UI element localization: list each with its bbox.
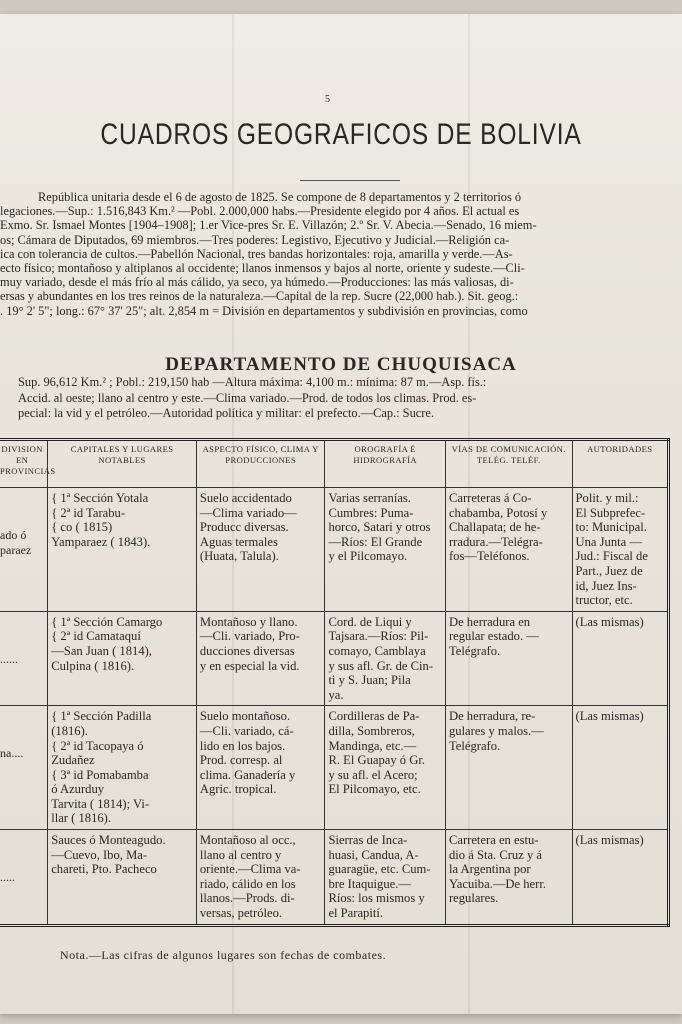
cell-line: id, Juez Ins- bbox=[575, 578, 637, 593]
cell-line: tructor, etc. bbox=[575, 593, 633, 608]
cell-line: { 1ª Sección Yotala bbox=[51, 491, 149, 505]
cell-line: { 2ª id Tarabu- bbox=[51, 505, 126, 520]
cell-line: chabamba, Potosí y bbox=[448, 505, 548, 520]
cell-authorities bbox=[572, 488, 668, 612]
cell-line: Ríos: los mismos y bbox=[328, 891, 425, 906]
province-name: ...... bbox=[0, 651, 18, 666]
cell-line: (Huata, Talula). bbox=[199, 549, 279, 564]
intro-line: Exmo. Sr. Ismael Montes [1904–1908]; 1.er Vice-pres Sr. E. Villazón; 2.º Sr. V. Abecia.—Senado, 16 miem- bbox=[0, 218, 537, 233]
cell-line: Tarvita ( 1814); Vi- bbox=[51, 796, 150, 811]
cell-line: gulares y malos.— bbox=[448, 723, 544, 738]
cell-line: ducciones diversas bbox=[199, 643, 295, 658]
department-summary bbox=[18, 375, 658, 422]
cell-line: Producc diversas. bbox=[199, 520, 289, 535]
cell-line: Challapata; de he- bbox=[448, 520, 541, 535]
cell-line: Cumbres: Puma- bbox=[328, 505, 414, 520]
cell-line: R. El Guapay ó Gr. bbox=[328, 753, 425, 768]
cell-orography bbox=[325, 706, 446, 830]
department-line: pecial: la vid y el petróleo.—Autoridad política y militar: el prefecto.—Cap.: Sucre. bbox=[18, 406, 434, 420]
cell-line: Sierras de Inca- bbox=[328, 833, 408, 848]
cell-line: Agric. tropical. bbox=[199, 782, 277, 797]
cell-line: (Las mismas) bbox=[575, 833, 644, 848]
cell-line: Prod. corresp. al bbox=[199, 753, 283, 768]
cell-capitals bbox=[48, 488, 197, 612]
intro-line: . 19° 2' 5"; long.: 67° 37' 25"; alt. 2,854 m = División en departamentos y subdivisión en provincias, como bbox=[0, 303, 528, 318]
cell-line: chareti, Pto. Pacheco bbox=[51, 862, 157, 877]
cell-line: { co ( 1815) bbox=[51, 520, 113, 535]
cell-orography bbox=[325, 830, 446, 926]
cell-line: Yamparaez ( 1843). bbox=[51, 534, 151, 549]
cell-line: { 1ª Sección Padilla bbox=[51, 709, 152, 724]
cell-orography bbox=[325, 488, 446, 612]
page-number: 5 bbox=[325, 94, 330, 105]
cell-line: —Cli. variado, Pro- bbox=[199, 629, 300, 644]
cell-line: regulares. bbox=[448, 891, 499, 906]
table-header-row bbox=[0, 440, 669, 488]
cell-aspect bbox=[196, 830, 325, 926]
intro-line: ecto físico; montañoso y altiplanos al occidente; llanos inmensos y bajos al norte, oriente y sudeste.—Cli- bbox=[0, 261, 525, 276]
cell-aspect bbox=[196, 706, 325, 830]
cell-line: Telégrafo. bbox=[448, 643, 501, 658]
province-name: na.... bbox=[0, 746, 24, 761]
cell-authorities bbox=[572, 706, 668, 830]
cell-line: —Cli. variado, cá- bbox=[199, 723, 294, 738]
cell-province bbox=[0, 706, 48, 830]
cell-line: rradura.—Telégra- bbox=[448, 534, 543, 549]
cell-line: { 3ª id Pomabamba bbox=[51, 767, 149, 782]
header-orography: OROGRAFÍA É HIDROGRAFÍA bbox=[325, 440, 446, 488]
footnote: Nota.—Las cifras de algunos lugares son fechas de combates. bbox=[60, 948, 387, 962]
cell-line: y sus afl. Gr. de Cin- bbox=[328, 658, 434, 673]
cell-routes bbox=[445, 488, 572, 612]
cell-line: El Pilcomayo, etc. bbox=[328, 782, 421, 797]
page-title: CUADROS GEOGRAFICOS DE BOLIVIA bbox=[100, 118, 582, 151]
cell-line: Varias serranías. bbox=[328, 491, 411, 505]
cell-line: dilla, Sombreros, bbox=[328, 723, 415, 738]
cell-line: El Subprefec- bbox=[575, 505, 646, 520]
cell-line: { 2ª id Camataquí bbox=[51, 629, 141, 644]
cell-line: guaragüe, etc. Cum- bbox=[328, 862, 431, 877]
cell-line: Carreteras á Co- bbox=[448, 491, 532, 505]
intro-paragraph bbox=[0, 190, 682, 318]
cell-routes bbox=[445, 706, 572, 830]
province-name: ado ó paraez bbox=[0, 528, 32, 557]
title-rule bbox=[300, 180, 400, 181]
table-row bbox=[0, 830, 669, 926]
cell-line: Polit. y mil.: bbox=[575, 491, 639, 505]
cell-line: (1816). bbox=[51, 723, 88, 738]
cell-province bbox=[0, 830, 48, 926]
header-aspect: ASPECTO FÍSICO, CLIMA Y PRODUCCIONES bbox=[196, 440, 325, 488]
cell-routes bbox=[445, 830, 572, 926]
cell-line: Montañoso al occ., bbox=[199, 833, 296, 848]
cell-line: Zudañez bbox=[51, 753, 95, 768]
department-title: DEPARTAMENTO DE CHUQUISACA bbox=[165, 354, 517, 375]
cell-line: { 2ª id Tacopaya ó bbox=[51, 738, 144, 753]
cell-line: oriente.—Clima va- bbox=[199, 862, 301, 877]
header-routes: VÍAS DE COMUNICACIÓN. TELÉG. TELÉF. bbox=[445, 440, 572, 488]
cell-line: (Las mismas) bbox=[575, 709, 644, 724]
cell-line: —Ríos: El Grande bbox=[328, 534, 423, 549]
cell-authorities bbox=[572, 830, 668, 926]
cell-line: la Argentina por bbox=[448, 862, 531, 877]
cell-province bbox=[0, 488, 48, 612]
cell-authorities bbox=[572, 611, 668, 706]
cell-line: Tajsara.—Ríos: Pil- bbox=[328, 629, 429, 644]
cell-line: Aguas termales bbox=[199, 534, 278, 549]
cell-line: ya. bbox=[328, 687, 344, 702]
province-name: ..... bbox=[0, 870, 15, 885]
cell-line: llano al centro y bbox=[199, 847, 282, 862]
cell-line: Cordilleras de Pa- bbox=[328, 709, 420, 724]
cell-province bbox=[0, 611, 48, 706]
cell-line: Culpina ( 1816). bbox=[51, 658, 135, 673]
cell-line: y el Pilcomayo. bbox=[328, 549, 408, 564]
table-row bbox=[0, 611, 669, 706]
cell-line: Yacuiba.—De herr. bbox=[448, 876, 546, 891]
cell-line: Cord. de Liqui y bbox=[328, 614, 412, 629]
cell-line: y su afl. el Acero; bbox=[328, 767, 418, 782]
cell-line: Sauces ó Monteagudo. bbox=[51, 833, 166, 848]
header-capitals: CAPITALES Y LUGARES NOTABLES bbox=[48, 440, 197, 488]
cell-line: dio á Sta. Cruz y á bbox=[448, 847, 543, 862]
table-row bbox=[0, 706, 669, 830]
cell-line: clima. Ganadería y bbox=[199, 767, 296, 782]
cell-capitals bbox=[48, 830, 197, 926]
cell-line: Suelo montañoso. bbox=[199, 709, 291, 724]
cell-line: to: Municipal. bbox=[575, 520, 647, 535]
cell-line: fos—Teléfonos. bbox=[448, 549, 530, 564]
department-line: Accid. al oeste; llano al centro y este.—Clima variado.—Prod. de todos los climas. Prod. es- bbox=[18, 390, 477, 405]
cell-line: —Clima variado— bbox=[199, 505, 297, 520]
cell-line: De herradura en bbox=[448, 614, 531, 629]
cell-line: regular estado. — bbox=[448, 629, 539, 644]
cell-line: comayo, Camblaya bbox=[328, 643, 426, 658]
cell-line: { 1ª Sección Camargo bbox=[51, 614, 163, 629]
cell-line: —Cuevo, Ibo, Ma- bbox=[51, 847, 148, 862]
cell-aspect bbox=[196, 611, 325, 706]
cell-line: Suelo accidentado bbox=[199, 491, 292, 505]
cell-line: Mandinga, etc.— bbox=[328, 738, 417, 753]
intro-line: muy variado, desde el más frío al más cálido, ya seco, ya húmedo.—Producciones: las más valiosas, di- bbox=[0, 275, 514, 290]
cell-line: llanos.—Prods. di- bbox=[199, 891, 295, 906]
cell-line: y en especial la vid. bbox=[199, 658, 300, 673]
cell-line: ó Azurduy bbox=[51, 782, 105, 797]
table-row bbox=[0, 488, 669, 612]
intro-line: ica con tolerancia de cultos.—Pabellón Nacional, tres bandas horizontales: roja, amarilla y verde.—As- bbox=[0, 246, 513, 261]
document-sheet bbox=[0, 14, 682, 1014]
cell-line: ti y S. Juan; Pila bbox=[328, 673, 411, 688]
cell-line: llar ( 1816). bbox=[51, 811, 112, 826]
header-provinces: DIVISION EN PROVINCIAS bbox=[0, 440, 48, 488]
cell-line: huasi, Candua, A- bbox=[328, 847, 419, 862]
cell-line: —San Juan ( 1814), bbox=[51, 643, 152, 658]
cell-line: (Las mismas) bbox=[575, 614, 644, 629]
cell-line: Jud.: Fiscal de bbox=[575, 549, 648, 564]
cell-orography bbox=[325, 611, 446, 706]
cell-capitals bbox=[48, 611, 197, 706]
cell-line: Una Junta — bbox=[575, 534, 642, 549]
cell-line: bre Itaquigue.— bbox=[328, 876, 411, 891]
cell-capitals bbox=[48, 706, 197, 830]
cell-line: horco, Satari y otros bbox=[328, 520, 431, 535]
cell-line: versas, petróleo. bbox=[199, 906, 283, 921]
cell-line: lido en los bajos. bbox=[199, 738, 286, 753]
cell-line: De herradura, re- bbox=[448, 709, 536, 724]
provinces-table bbox=[0, 438, 670, 927]
intro-line: os; Cámara de Diputados, 69 miembros.—Tres poderes: Legistivo, Ejecutivo y Judicial.—Religión ca- bbox=[0, 232, 510, 247]
header-authorities: AUTORIDADES bbox=[572, 440, 668, 488]
intro-line: ersas y abundantes en los tres reinos de la naturaleza.—Capital de la rep. Sucre (22,000 hab.). Sit. geog.: bbox=[0, 289, 519, 304]
cell-line: Telégrafo. bbox=[448, 738, 501, 753]
cell-aspect bbox=[196, 488, 325, 612]
cell-line: riado, cálido en los bbox=[199, 876, 296, 891]
department-line: Sup. 96,612 Km.² ; Pobl.: 219,150 hab —Altura máxima: 4,100 m.: mínima: 87 m.—Asp. fís.: bbox=[18, 375, 487, 389]
cell-line: Montañoso y llano. bbox=[199, 614, 298, 629]
cell-line: Part., Juez de bbox=[575, 563, 643, 578]
intro-line: República unitaria desde el 6 de agosto de 1825. Se compone de 8 departamentos y 2 territorios ó bbox=[38, 190, 522, 204]
intro-line: legaciones.—Sup.: 1.516,843 Km.² —Pobl. 2.000,000 habs.—Presidente elegido por 4 años. El actual es bbox=[0, 204, 520, 219]
cell-line: el Parapití. bbox=[328, 906, 383, 921]
cell-routes bbox=[445, 611, 572, 706]
cell-line: Carretera en estu- bbox=[448, 833, 539, 848]
